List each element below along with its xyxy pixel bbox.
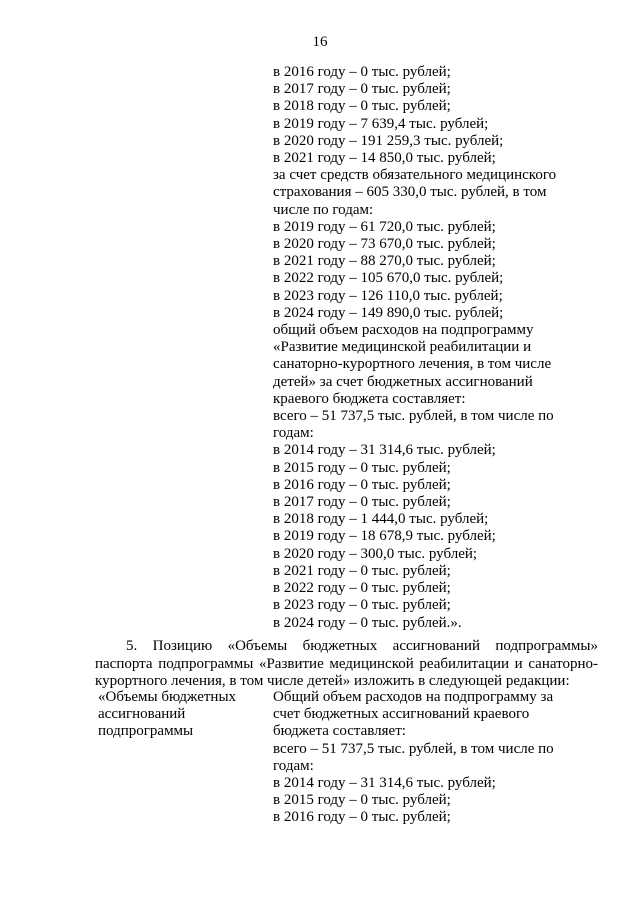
total-amount-line: всего – 51 737,5 тыс. рублей, в том числе по <box>273 740 554 757</box>
funding-line: в 2017 году – 0 тыс. рублей; <box>273 494 451 511</box>
funding-line: в 2019 году – 7 639,4 тыс. рублей; <box>273 115 489 132</box>
subprogram-total-line: краевого бюджета составляет: <box>273 390 466 407</box>
position-name-line: подпрограммы <box>98 723 194 740</box>
paragraph-line: курортного лечения, в том числе детей» изложить в следующей редакции: <box>95 673 570 689</box>
funding-line: в 2021 году – 88 270,0 тыс. рублей; <box>273 253 496 270</box>
funding-line: в 2022 году – 0 тыс. рублей; <box>273 580 451 597</box>
funding-line: в 2020 году – 191 259,3 тыс. рублей; <box>273 132 504 149</box>
position-value-cell <box>273 689 595 827</box>
amendment-paragraph <box>95 638 598 691</box>
funding-line: в 2014 году – 31 314,6 тыс. рублей; <box>273 442 496 459</box>
subprogram-total-line: общий объем расходов на подпрограмму <box>273 322 534 339</box>
total-amount-line: всего – 51 737,5 тыс. рублей, в том числе по <box>273 408 554 425</box>
oms-funding-line: числе по годам: <box>273 201 374 218</box>
funding-line: в 2023 году – 126 110,0 тыс. рублей; <box>273 287 503 304</box>
oms-funding-line: за счет средств обязательного медицинского <box>273 167 557 184</box>
subprogram-total-line: санаторно-курортного лечения, в том числе <box>273 356 552 373</box>
funding-line: в 2018 году – 1 444,0 тыс. рублей; <box>273 511 489 528</box>
position-name-line: ассигнований <box>98 706 186 723</box>
position-value-line: бюджета составляет: <box>273 723 406 740</box>
paragraph-line: паспорта подпрограммы «Развитие медицинской реабилитации и санаторно- <box>95 655 598 672</box>
total-amount-line: годам: <box>273 425 314 442</box>
funding-line: в 2024 году – 149 890,0 тыс. рублей; <box>273 304 504 321</box>
position-value-line: Общий объем расходов на подпрограмму за <box>273 689 554 705</box>
funding-line: в 2019 году – 18 678,9 тыс. рублей; <box>273 528 496 545</box>
funding-line: в 2014 году – 31 314,6 тыс. рублей; <box>273 775 496 792</box>
funding-line: в 2018 году – 0 тыс. рублей; <box>273 98 451 115</box>
funding-line: в 2017 году – 0 тыс. рублей; <box>273 81 451 98</box>
funding-list-continued <box>273 64 595 632</box>
position-name-line: «Объемы бюджетных <box>98 689 237 705</box>
subprogram-total-line: «Развитие медицинской реабилитации и <box>273 339 532 356</box>
funding-line: в 2015 году – 0 тыс. рублей; <box>273 792 451 809</box>
subprogram-total-line: детей» за счет бюджетных ассигнований <box>273 373 533 390</box>
funding-line: в 2019 году – 61 720,0 тыс. рублей; <box>273 218 496 235</box>
funding-line: в 2024 году – 0 тыс. рублей.». <box>273 614 462 631</box>
funding-line: в 2020 году – 300,0 тыс. рублей; <box>273 545 478 562</box>
funding-line: в 2016 году – 0 тыс. рублей; <box>273 476 451 493</box>
funding-line: в 2023 году – 0 тыс. рублей; <box>273 597 451 614</box>
funding-line: в 2021 году – 0 тыс. рублей; <box>273 562 451 579</box>
funding-line: в 2015 году – 0 тыс. рублей; <box>273 459 451 476</box>
oms-funding-line: страхования – 605 330,0 тыс. рублей, в том <box>273 184 547 201</box>
page-number: 16 <box>312 34 328 50</box>
paragraph-line: 5. Позицию «Объемы бюджетных ассигнований подпрограммы» <box>126 638 598 654</box>
position-value-line: счет бюджетных ассигнований краевого <box>273 706 530 723</box>
funding-line: в 2022 году – 105 670,0 тыс. рублей; <box>273 270 504 287</box>
funding-line: в 2020 году – 73 670,0 тыс. рублей; <box>273 236 496 253</box>
funding-line: в 2021 году – 14 850,0 тыс. рублей; <box>273 150 496 167</box>
funding-line: в 2016 году – 0 тыс. рублей; <box>273 809 451 826</box>
position-name-cell <box>98 689 258 741</box>
funding-line: в 2016 году – 0 тыс. рублей; <box>273 64 451 80</box>
total-amount-line: годам: <box>273 757 314 774</box>
